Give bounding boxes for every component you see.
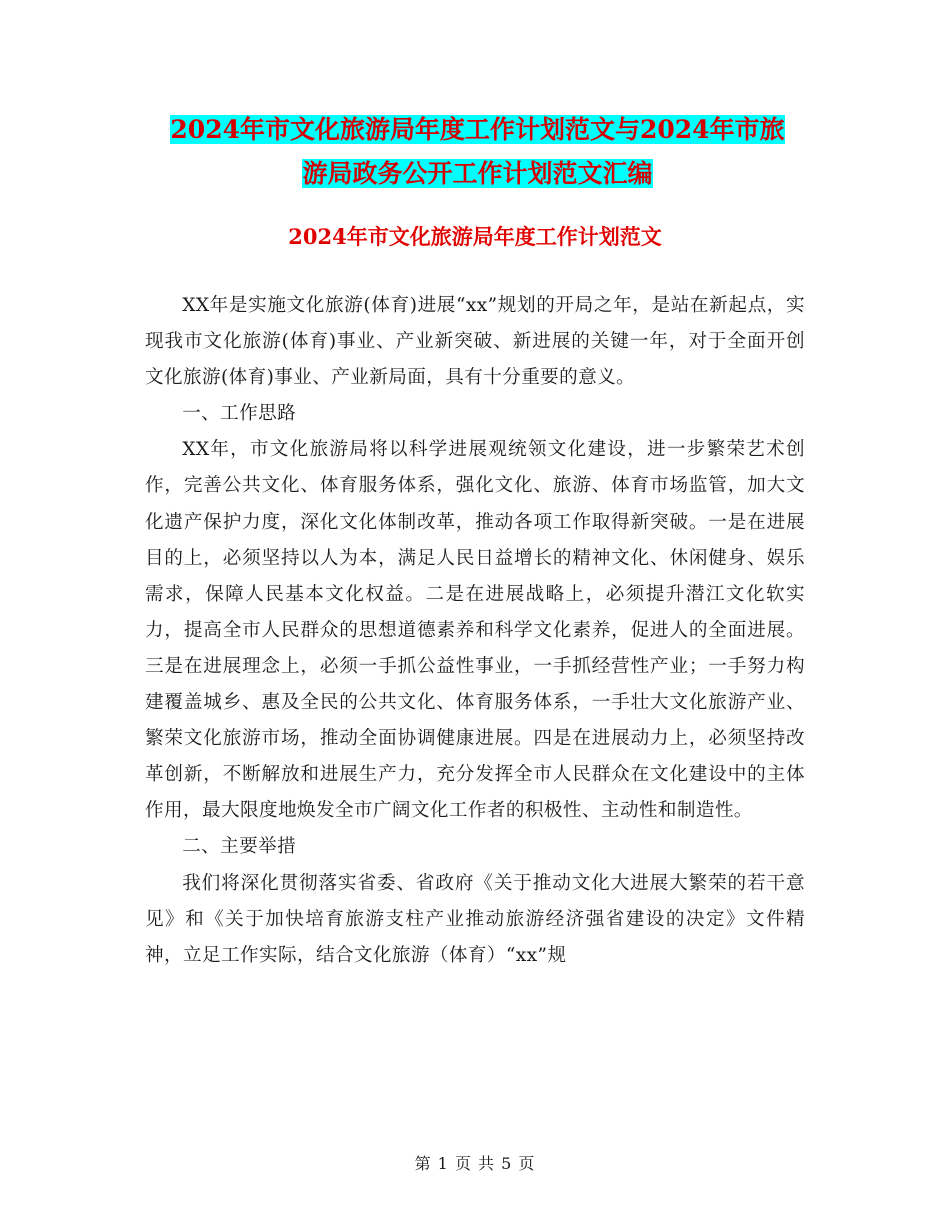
page-footer: 第 1 页 共 5 页 xyxy=(414,1154,536,1173)
paragraph-work-ideas: XX年，市文化旅游局将以科学进展观统领文化建设，进一步繁荣艺术创作，完善公共文化、体育服务体系，强化文化、旅游、体育市场监管，加大文化遗产保护力度，深化文化体制改革，推动各项工作取得新突破。一是在进展目的上，必须坚持以人为本，满足人民日益增长的精神文化、休闲健身、娱乐需求，保障人民基本文化权益。二是在进展战略上，必须提升潜江文化软实力，提高全市人民群众的思想道德素养和科学文化素养，促进人的全面进展。三是在进展理念上，必须一手抓公益性事业，一手抓经营性产业；一手努力构建覆盖城乡、惠及全民的公共文化、体育服务体系，一手壮大文化旅游产业、繁荣文化旅游市场，推动全面协调健康进展。四是在进展动力上，必须坚持改革创新，不断解放和进展生产力，充分发挥全市人民群众在文化建设中的主体作用，最大限度地焕发全市广阔文化工作者的积极性、主动性和制造性。 xyxy=(145,439,805,822)
document-title xyxy=(145,108,810,196)
section-title: 2024年市文化旅游局年度工作计划范文 xyxy=(288,224,662,249)
heading-work-ideas: 一、工作思路 xyxy=(182,403,297,425)
title-line-1: 2024年市文化旅游局年度工作计划范文与2024年市旅 xyxy=(170,115,785,144)
paragraph-intro: XX年是实施文化旅游(体育)进展“xx”规划的开局之年，是站在新起点，实现我市文化旅游(体育)事业、产业新突破、新进展的关键一年，对于全面开创文化旅游(体育)事业、产业新局面，具有十分重要的意义。 xyxy=(145,295,805,389)
body-text xyxy=(145,288,805,974)
heading-main-measures: 二、主要举措 xyxy=(182,836,297,858)
title-line-2: 游局政务公开工作计划范文汇编 xyxy=(302,159,653,188)
paragraph-main-measures: 我们将深化贯彻落实省委、省政府《关于推动文化大进展大繁荣的若干意见》和《关于加快培育旅游支柱产业推动旅游经济强省建设的决定》文件精神，立足工作实际，结合文化旅游（体育）“xx”规 xyxy=(145,872,805,966)
